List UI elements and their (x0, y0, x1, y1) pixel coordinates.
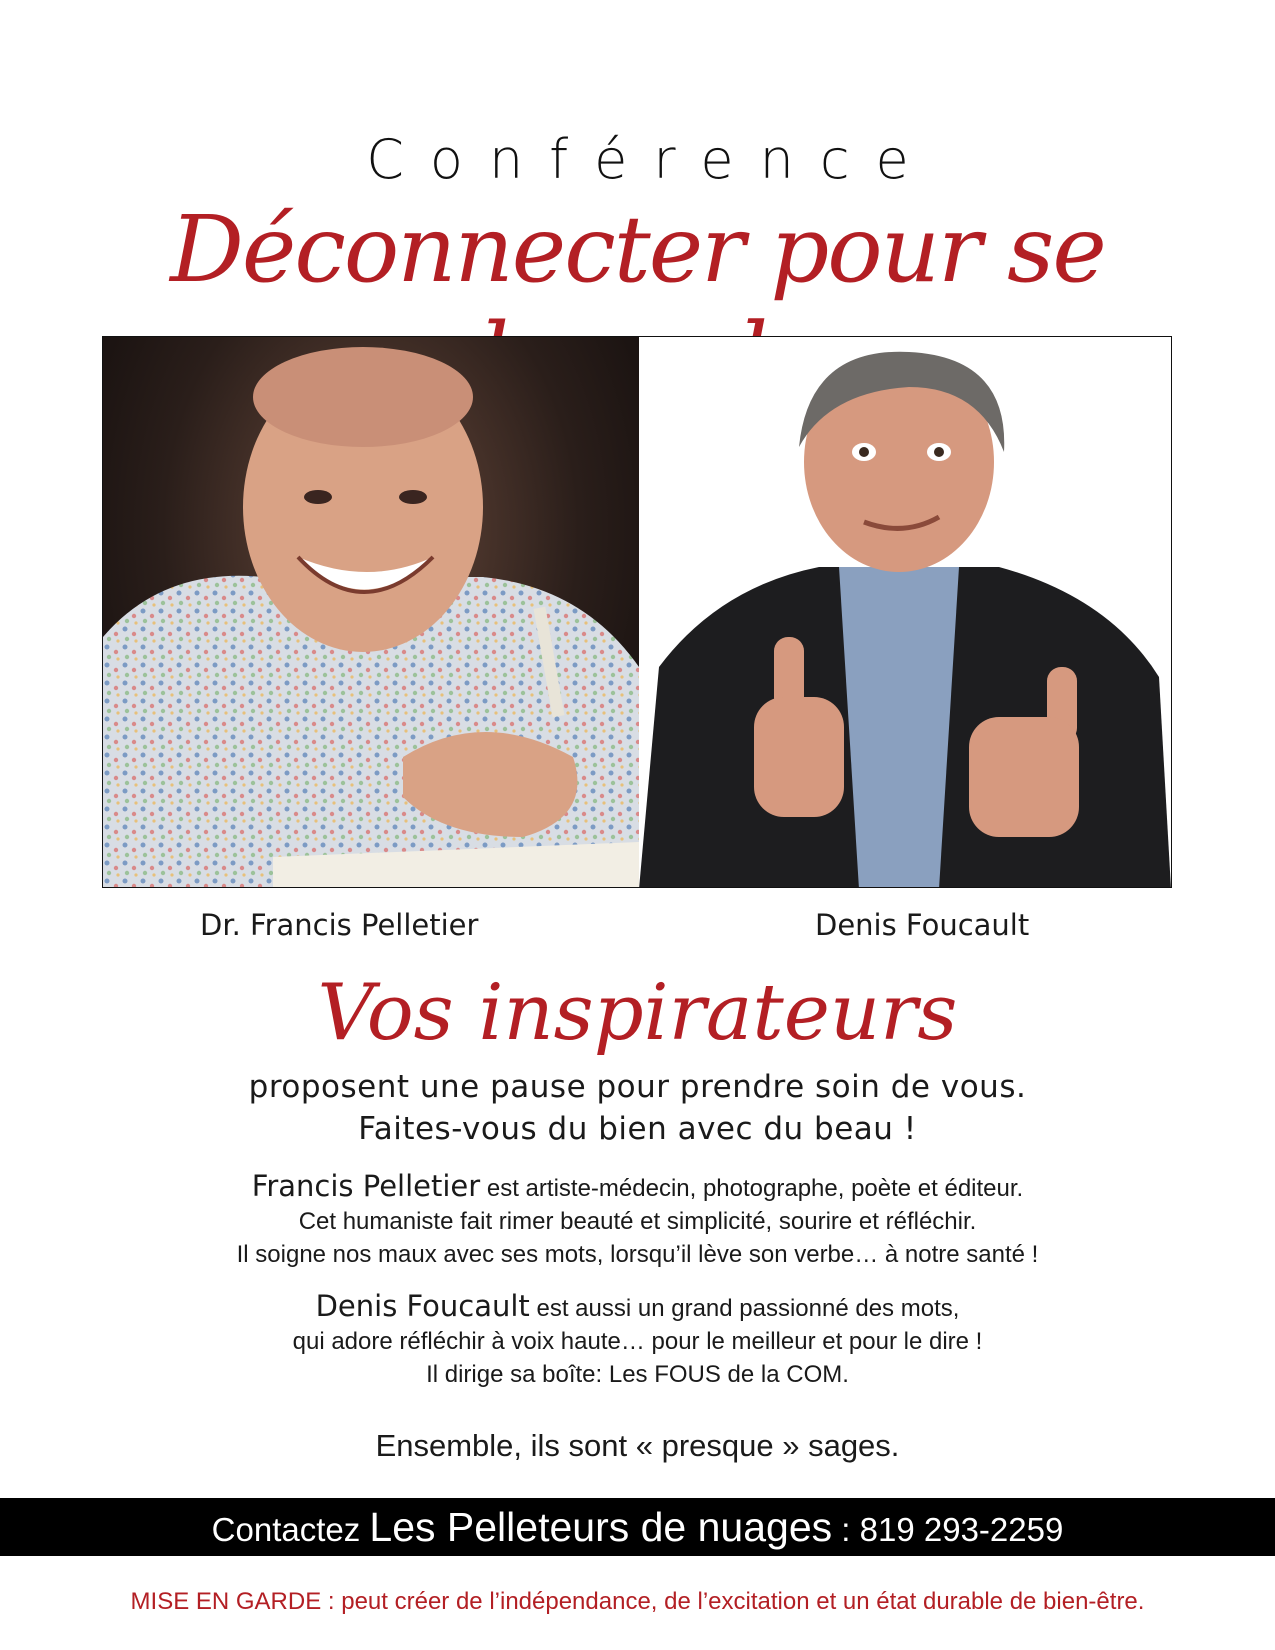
bio-line (0, 1290, 1275, 1325)
warning-text: MISE EN GARDE : peut créer de l’indépendance, de l’excitation et un état durable de bien-être. (130, 1588, 1145, 1615)
contact-prefix: Contactez (211, 1511, 370, 1548)
speaker-name-francis: Dr. Francis Pelletier (200, 908, 479, 942)
bio-line: qui adore réfléchir à voix haute… pour le meilleur et pour le dire ! (292, 1328, 983, 1355)
bio-name: Denis Foucault (315, 1289, 530, 1323)
conference-kicker: Conférence (366, 128, 935, 191)
section-title: Vos inspirateurs (317, 968, 958, 1058)
bio-name: Francis Pelletier (251, 1169, 481, 1203)
portrait-man-thumbs-up (639, 337, 1171, 887)
portrait-smiling-man-with-pen (103, 337, 639, 887)
bio-line: Il dirige sa boîte: Les FOUS de la COM. (426, 1361, 849, 1388)
contact-phone: : 819 293-2259 (832, 1511, 1064, 1548)
bio-line (0, 1170, 1275, 1205)
page-title: Déconnecter pour se (170, 196, 1105, 303)
bio-text: est artiste-médecin, photographe, poète et éditeur. (480, 1175, 1024, 1202)
speaker-photos (102, 336, 1172, 888)
lead-line-1: proposent une pause pour prendre soin de vous. (248, 1069, 1027, 1105)
lead-line-2: Faites-vous du bien avec du beau ! (358, 1111, 917, 1147)
contact-bar (0, 1498, 1275, 1556)
speaker-name-denis: Denis Foucault (815, 908, 1030, 942)
photo-francis-pelletier (103, 337, 639, 887)
bio-denis (0, 1290, 1275, 1391)
closing-line: Ensemble, ils sont « presque » sages. (375, 1428, 900, 1463)
bio-line: Cet humaniste fait rimer beauté et simplicité, sourire et réfléchir. (298, 1208, 977, 1235)
bio-text: est aussi un grand passionné des mots, (529, 1295, 960, 1322)
bio-line: Il soigne nos maux avec ses mots, lorsqu’il lève son verbe… à notre santé ! (236, 1241, 1039, 1268)
contact-org: Les Pelleteurs de nuages (369, 1504, 833, 1550)
lead-text (0, 1066, 1275, 1150)
photo-denis-foucault (639, 337, 1171, 887)
bio-francis (0, 1170, 1275, 1271)
